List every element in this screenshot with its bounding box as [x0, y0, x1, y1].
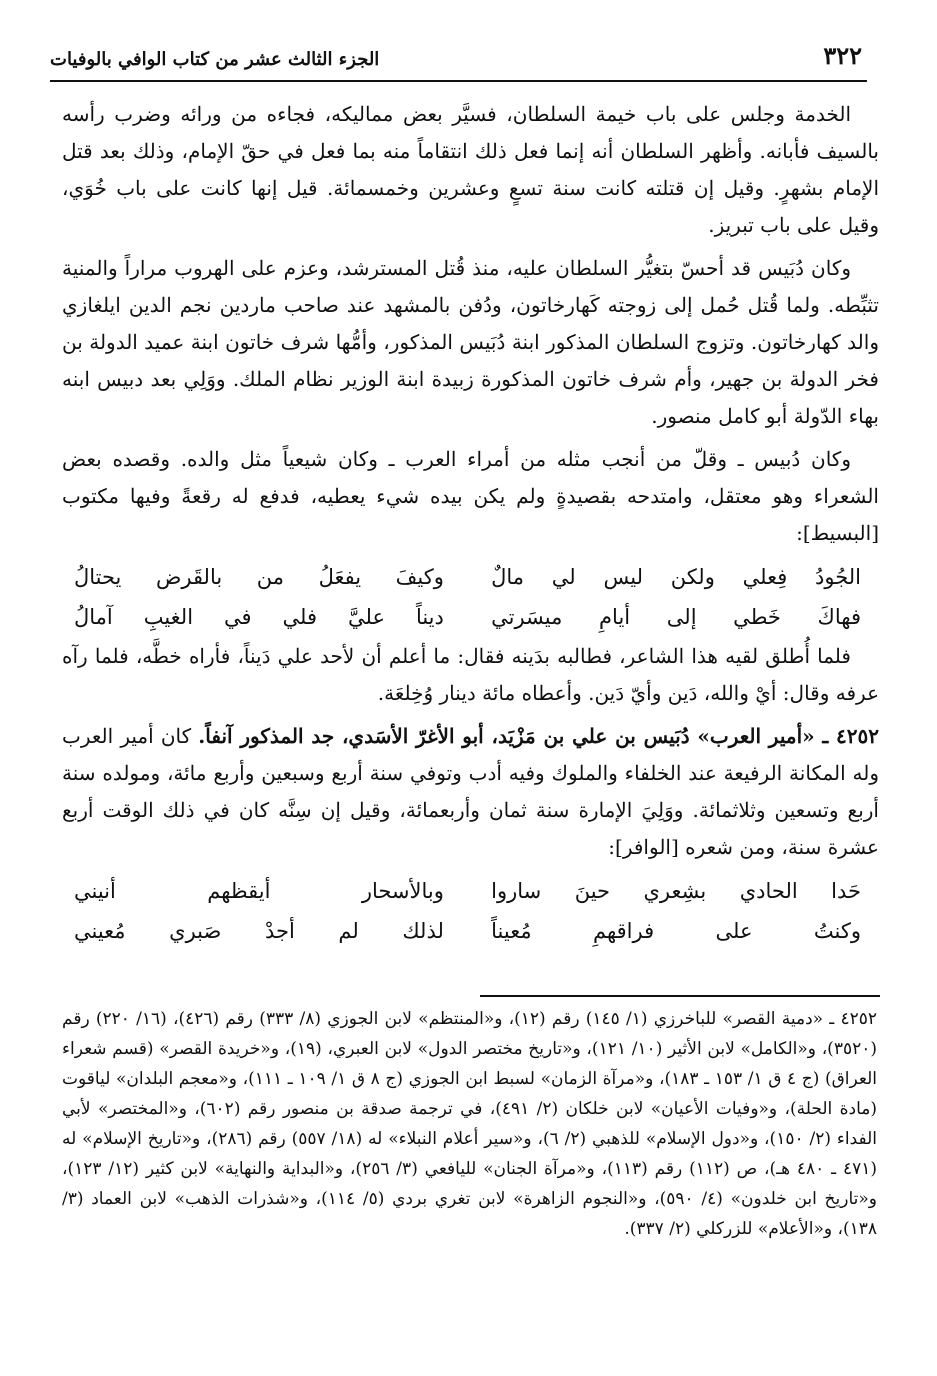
footnote-rule	[480, 995, 880, 997]
page-number: ٣٢٢	[823, 41, 862, 70]
paragraph: وكان دُبَيس قد أحسّ بتغيُّر السلطان عليه، منذ قُتل المسترشد، وعزم على الهروب مراراً والمنية تثبِّطه. ولما قُتل حُمل إلى زوجته كَهارخاتون، ودُفن بالمشهد عند صاحب ماردين نجم الدين ايلغازي والد كهارخاتون. وتزوج السلطان المذكور ابنة دُبَيس المذكور، وأمُّها شرف خاتون ابنة عميد الدولة بن فخر الدولة بن جهير، وأم شرف خاتون المذكورة زبيدة ابنة الوزير نظام الملك. ووَلِي بعد دبيس ابنه بهاء الدّولة أبو كامل منصور.	[62, 256, 879, 428]
main-text	[62, 96, 879, 952]
paragraph-text: وكان دُبيس ـ وقلّ من أنجب مثله من أمراء العرب ـ وكان شيعياً مثل والده. وقصده بعض الشعراء وهو معتقل، وامتدحه بقصيدةٍ ولم يكن بيده شيء يعطيه، فدفع له رقعةً وفيها مكتوب	[62, 447, 879, 508]
header-rule	[50, 80, 867, 82]
verse-line	[74, 912, 861, 950]
verse-second-hemistich: لذلك لم أجدْ صَبري مُعيني	[74, 919, 444, 943]
meter-label: [البسيط]:	[796, 521, 879, 545]
verse-second-hemistich: وكيفَ يفعَلُ من بالقَرض يحتالُ	[74, 565, 444, 589]
verse-first-hemistich: الجُودُ فِعلي ولكن ليس لي مالٌ	[491, 565, 861, 589]
running-title: الجزء الثالث عشر من كتاب الوافي بالوفيات	[50, 49, 380, 70]
verse-line	[74, 598, 861, 636]
verse-line	[74, 558, 861, 596]
biography-entry	[62, 718, 879, 866]
footnotes	[62, 1004, 877, 1244]
entry-heading: ٤٢٥٢ ـ «أمير العرب» دُبَيس بن علي بن مَزْيَد، أبو الأغرّ الأسَدي، جد المذكور آنفاً.	[198, 724, 880, 748]
paragraph: فلما أُطلق لقيه هذا الشاعر، فطالبه بدَينه فقال: ما أعلم أن لأحد علي دَيناً، فأراه خطَّه، فلما رآه عرفه وقال: أيْ والله، دَين وأيّ دَين. وأعطاه مائة دينار وُخِلعَة.	[62, 644, 879, 705]
verse-first-hemistich: وكنتُ على فراقهمِ مُعيناً	[491, 919, 861, 943]
verse-first-hemistich: حَدا الحادي بشِعري حينَ ساروا	[491, 879, 861, 903]
footnote-text: ٤٢٥٢ ـ «دمية القصر» للباخرزي (١/ ١٤٥) رقم (١٢)، و«المنتظم» لابن الجوزي (٨/ ٣٣٣) رقم (٤٢٦)، (١٦/ ٢٢٠) رقم (٣٥٢٠)، و«الكامل» لابن الأثير (١٠/ ١٢١)، و«تاريخ مختصر الدول» لابن العبري، (١٩)، و«خريدة القصر» (قسم شعراء العراق) (ج ٤ ق ١/ ١٥٣ ـ ١٨٣)، و«مرآة الزمان» لسبط ابن الجوزي (ج ٨ ق ١/ ١٠٩ ـ ١١١)، و«معجم البلدان» لياقوت (مادة الحلة)، و«وفيات الأعيان» لابن خلكان (٢/ ٤٩١)، في ترجمة صدقة بن منصور رقم (٦٠٢)، و«المختصر» لأبي الفداء (٢/ ١٥٠)، و«دول الإسلام» للذهبي (٢/ ٦)، و«سير أعلام النبلاء» له (١٨/ ٥٥٧) رقم (٢٨٦)، و«تاريخ الإسلام» له (٤٧١ ـ ٤٨٠ هـ)، ص (١١٢) رقم (١١٣)، و«مرآة الجنان» لليافعي (٣/ ٢٥٦)، و«البداية والنهاية» لابن كثير (١٢/ ١٢٣)، و«تاريخ ابن خلدون» (٤/ ٥٩٠)، و«النجوم الزاهرة» لابن تغري بردي (٥/ ١١٤)، و«شذرات الذهب» لابن العماد (٣/ ١٣٨)، و«الأعلام» للزركلي (٢/ ٣٣٧).	[62, 1009, 878, 1239]
page-header	[50, 34, 862, 70]
verse-line	[74, 872, 861, 910]
paragraph	[62, 441, 879, 552]
verse-second-hemistich: ديناً عليَّ فلي في الغيبِ آمالُ	[74, 605, 444, 629]
meter-label: [الوافر]:	[608, 835, 679, 859]
entry-text: كان أمير العرب وله المكانة الرفيعة عند الخلفاء والملوك وفيه أدب وتوفي سنة أربع وسبعين وأربع مائة، ومولده سنة أربع وتسعين وثلاثمائة. ووَلِيَ الإمارة سنة ثمان وأربعمائة، وقيل إن سِنَّه كان في ذلك الوقت أربع عشرة سنة، ومن شعره	[62, 724, 879, 859]
verse-first-hemistich: فهاكَ خَطي إلى أيامِ ميسَرتي	[491, 605, 861, 629]
paragraph: الخدمة وجلس على باب خيمة السلطان، فسيَّر بعض مماليكه، فجاءه من ورائه وضرب رأسه بالسيف فأبانه. وأظهر السلطان أنه إنما فعل ذلك انتقاماً منه بما فعل في حقّ الإمام، وذلك بعد قتل الإمام بشهرٍ. وقيل إن قتلته كانت سنة تسعٍ وعشرين وخمسمائة. قيل إنها كانت على باب خُوَي، وقيل على باب تبريز.	[62, 102, 880, 237]
verse-second-hemistich: وبالأسحار أيقظهم أنيني	[74, 879, 444, 903]
